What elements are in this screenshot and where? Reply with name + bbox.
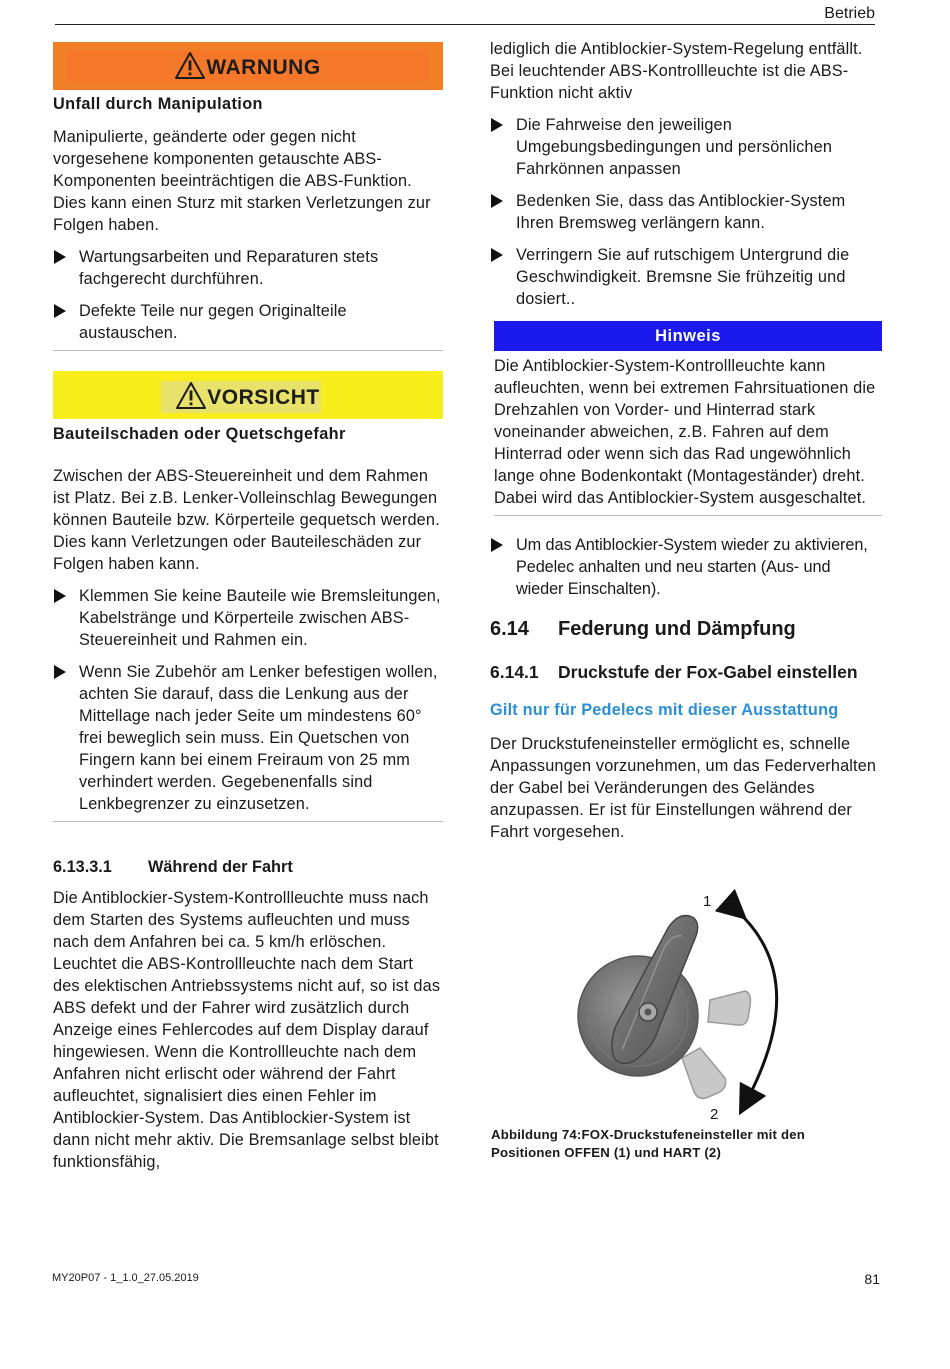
caution-banner bbox=[53, 371, 443, 419]
warning-body: Manipulierte, geänderte oder gegen nicht vorgesehene komponenten getauschte ABS-Komponenten beeinträchtigen die ABS-Funktion. Dies kann einen Sturz mit starken Verletzungen zur Folgen haben. bbox=[53, 128, 431, 234]
fox-adjuster-illustration bbox=[560, 888, 820, 1128]
header-section-label: Betrieb bbox=[824, 5, 875, 22]
figure-caption bbox=[491, 1126, 891, 1162]
page-number: 81 bbox=[864, 1271, 880, 1287]
section-heading-6-14-1 bbox=[490, 660, 882, 684]
fox-compression-adjuster-figure bbox=[560, 888, 820, 1128]
warning-bullet-text: Wartungsarbeiten und Reparaturen stets fachgerecht durchführen. bbox=[79, 248, 379, 288]
right-column bbox=[490, 38, 882, 843]
header-rule bbox=[55, 24, 875, 25]
caution-title: Bauteilschaden oder Quetschgefahr bbox=[53, 425, 346, 443]
section-title: Druckstufe der Fox-Gabel einstellen bbox=[558, 662, 858, 682]
warning-signal-word: WARNUNG bbox=[206, 56, 321, 79]
warning-bullet bbox=[53, 300, 443, 344]
figure-caption-line: Abbildung 74:FOX-Druckstufeneinsteller mit den bbox=[491, 1127, 806, 1142]
bullet-triangle-icon bbox=[53, 664, 67, 680]
section-body-continuation: lediglich die Antiblockier-System-Regelung entfällt. Bei leuchtender ABS-Kontrollleuchte ist die ABS-Funktion nicht aktiv bbox=[490, 40, 863, 102]
section-heading-6-14 bbox=[490, 616, 882, 642]
section-body: Die Antiblockier-System-Kontrollleuchte muss nach dem Starten des Systems aufleuchten und muss nach dem Anfahren bei ca. 5 km/h erlöschen. Leuchtet die ABS-Kontrollleuchte nach dem Start des elektischen Antriebssystems nicht auf, so ist das ABS defekt und der Fahrer wird zusätzlich durch Anzeige eines Fehlercodes auf dem Display darauf hingewiesen. Wenn die Kontrollleuchte nach dem Anfahren nicht erlischt oder während der Fahrt aufleuchtet, signalisiert dies einen Fehler im Antiblockier-System. Das Antiblockier-System ist dann nicht mehr aktiv. Die Bremsanlage selbst bleibt funktionsfähig, bbox=[53, 889, 441, 1171]
bullet-triangle-icon bbox=[490, 537, 504, 553]
section-title: Federung und Dämpfung bbox=[558, 618, 796, 640]
divider bbox=[53, 350, 443, 351]
bullet-triangle-icon bbox=[490, 247, 504, 263]
figure-caption-line: Positionen OFFEN (1) und HART (2) bbox=[491, 1145, 722, 1160]
section-number: 6.13.3.1 bbox=[53, 858, 112, 876]
bullet-triangle-icon bbox=[53, 249, 67, 265]
caution-bullet-text: Wenn Sie Zubehör am Lenker befestigen wollen, achten Sie darauf, dass die Lenkung aus der Mittellage nach jeder Seite um mindestens 60° frei beweglich sein muss. Ein Quetschen von Fingern kann bei einem Freiraum von 25 mm verhindert werden. Gegebenenfalls sind Lenkbegrenzer zu einzusetzen. bbox=[79, 663, 438, 813]
left-column bbox=[53, 42, 443, 1173]
warning-bullet bbox=[53, 246, 443, 290]
fahrt-bullet bbox=[490, 114, 882, 180]
divider bbox=[53, 821, 443, 822]
fahrt-bullet-text: Bedenken Sie, dass das Antiblockier-System Ihren Bremsweg verlängern kann. bbox=[516, 192, 846, 232]
fahrt-bullet bbox=[490, 244, 882, 310]
section-heading-6-13-3-1 bbox=[53, 856, 443, 878]
bullet-triangle-icon bbox=[490, 193, 504, 209]
figure-label-2: 2 bbox=[710, 1106, 719, 1123]
caution-bullet bbox=[53, 585, 443, 651]
hinweis-banner: Hinweis bbox=[494, 321, 882, 351]
warning-title: Unfall durch Manipulation bbox=[53, 95, 263, 113]
section-number: 6.14 bbox=[490, 618, 529, 640]
bullet-triangle-icon bbox=[490, 117, 504, 133]
note-bullet-text: Um das Antiblockier-System wieder zu aktivieren, Pedelec anhalten und neu starten (Aus- und wieder Einschalten). bbox=[516, 536, 868, 598]
fahrt-bullet-text: Die Fahrweise den jeweiligen Umgebungsbedingungen und persönlichen Fahrkönnen anpassen bbox=[516, 116, 833, 178]
section-body: Der Druckstufeneinsteller ermöglicht es, schnelle Anpassungen vorzunehmen, um das Federverhalten der Gabel bei Veränderungen des Geländes anzupassen. Er ist für Einstellungen während der Fahrt vorgesehen. bbox=[490, 735, 877, 841]
caution-bullet-text: Klemmen Sie keine Bauteile wie Bremsleitungen, Kabelstränge und Körperteile zwischen ABS-Steuereinheit und Rahmen ein. bbox=[79, 587, 441, 649]
note-body: Die Antiblockier-System-Kontrollleuchte kann aufleuchten, wenn bei extremen Fahrsituationen die Drehzahlen von Vorder- und Hinterrad stark voneinander abweichen, z.B. Fahren auf dem Hinterrad oder wenn sich das Rad ungewöhnlich lange ohne Bodenkontakt (Montageständer) dreht. Dabei wird das Antiblockier-System ausgeschaltet. bbox=[494, 357, 876, 507]
caution-bullet bbox=[53, 661, 443, 815]
caution-body: Zwischen der ABS-Steuereinheit und dem Rahmen ist Platz. Bei z.B. Lenker-Volleinschlag Bewegungen können Bauteile bzw. Körperteile gequetsch werden. Dies kann Verletzungen oder Bauteileschäden zur Folgen haben kann. bbox=[53, 467, 440, 573]
bullet-triangle-icon bbox=[53, 303, 67, 319]
fahrt-bullet bbox=[490, 190, 882, 234]
warning-triangle-icon bbox=[176, 382, 206, 409]
caution-signal-word: VORSICHT bbox=[207, 386, 320, 409]
applies-to-note: Gilt nur für Pedelecs mit dieser Ausstattung bbox=[490, 701, 839, 719]
fahrt-bullet-text: Verringern Sie auf rutschigem Untergrund die Geschwindigkeit. Bremsne Sie frühzeitig und dosiert.. bbox=[516, 246, 850, 308]
section-number: 6.14.1 bbox=[490, 662, 539, 682]
bullet-triangle-icon bbox=[53, 588, 67, 604]
warning-bullet-text: Defekte Teile nur gegen Originalteile austauschen. bbox=[79, 302, 347, 342]
figure-label-1: 1 bbox=[703, 893, 712, 910]
note-bullet bbox=[490, 534, 882, 600]
divider bbox=[494, 515, 882, 516]
warning-banner bbox=[53, 42, 443, 90]
footer-doc-id: MY20P07 - 1_1.0_27.05.2019 bbox=[52, 1272, 199, 1284]
section-title: Während der Fahrt bbox=[148, 858, 293, 876]
warning-triangle-icon bbox=[175, 52, 205, 79]
